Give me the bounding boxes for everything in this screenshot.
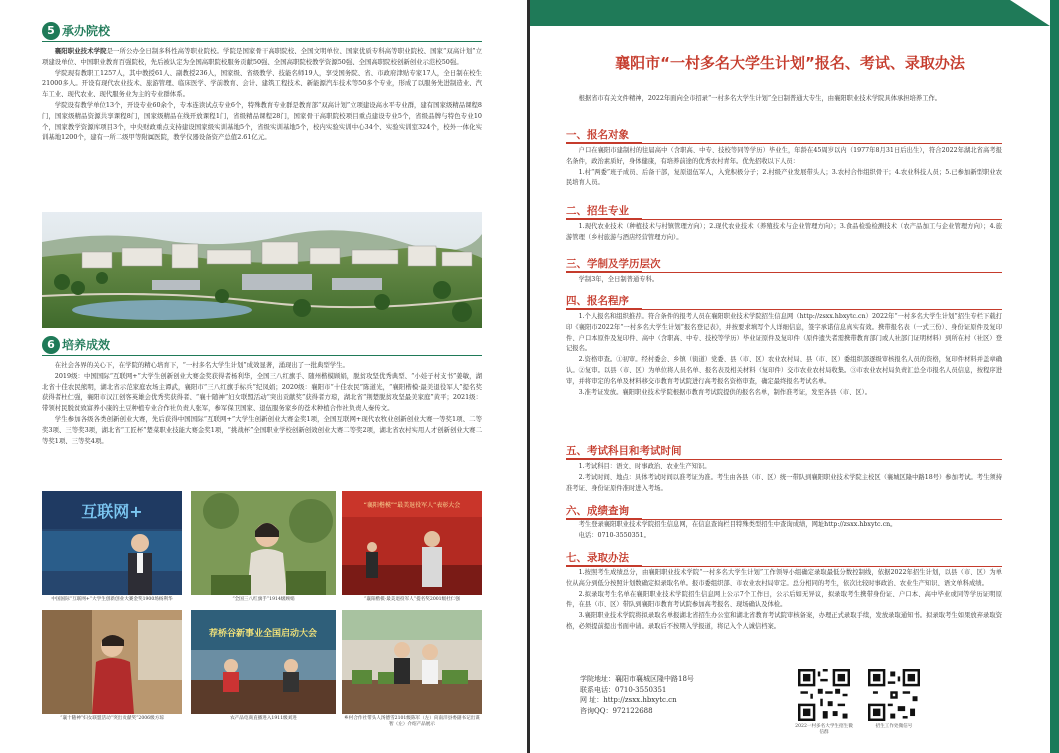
qr-code-admissions[interactable]	[868, 669, 920, 721]
photo-student-1	[42, 491, 182, 595]
banner-notch	[1010, 0, 1050, 26]
school-intro	[42, 46, 482, 143]
section-heading-5	[566, 444, 1002, 460]
section-body-4	[566, 312, 1002, 398]
photo-banner-text: 互联网+	[81, 502, 143, 521]
school-para-3: 学院设有教学单位13个，开设专业60余个，专本连读试点专业6个，特殊教育专业群是教育部“双高计划”立项建设高水平专业群，建有国家级精品课程8门，国家级精品资源共享课程8门，国家级精品在线开放课程1门，省级精品课程28门，国家骨干高职院校项目重点建设专业5个，省级品牌与特色专业10个，国家教学资源库项目3个，中央财政重点支持建设国家级实训基地5个，省级实训基地5个，校内实验实训中心34个、实验实训室324个，校外一体化实训基地1200个，建有一所二级甲等附属医院，教学仪器设备资产总值2.61亿元。	[42, 100, 482, 142]
photo-student-5	[191, 610, 336, 714]
intro-para: 根据省市有关文件精神，2022年面向全市招录“一村多名大学生计划”全日制普通大专生，由襄阳职业技术学院具体承担培养工作。	[578, 95, 942, 102]
section-heading-3	[566, 257, 1002, 273]
heading-text: 四、报名程序	[566, 295, 629, 307]
section-body-3	[566, 275, 1002, 286]
photo-banner-text: 荐桥谷新事业全国启动大会	[208, 629, 318, 639]
results-para-3: 学生参加各级各类创新创业大赛，先后获得中国国际“互联网+”大学生创新创业大赛金奖1项，全国互联网+现代农牧业创新创业大赛一等奖1项、二等奖3项、三等奖3项，湖北省“工匠杯”楚菜职业技能大赛金奖1项，“挑战杯”全国职业学校创新创效创业大赛二等奖2项，湖北省农村实用人才创新创业大赛二等奖1项、三等奖4项。	[42, 414, 482, 445]
body-para: 1.村“两委”班子成员、后备干部，复原退伍军人，入党积极分子；2.村级产业发展带头人；3.农村合作组织骨干；4.农业科技人员；5.已参加新型职业农民培育人员。	[566, 168, 1002, 187]
heading-text: 二、招生专业	[566, 205, 629, 217]
qr-code-icon	[868, 669, 920, 721]
qr-caption-wechat-group: 2022一村多名大学生招生微信群	[795, 724, 853, 735]
contact-qq: 咨询QQ：972122688	[580, 706, 653, 715]
contact-address: 学院地址：襄阳市襄城区隆中路18号	[580, 675, 694, 683]
section-heading-1	[566, 128, 1002, 144]
section-heading-7	[566, 551, 1002, 567]
heading-accent	[566, 565, 642, 567]
body-para: 3.准考证发放。襄阳职业技术学院根据市教育考试院提供的报名名单，制作准考证，发至各县（市、区）。	[578, 388, 872, 396]
body-para: 2.拟录取考生名单在襄阳职业技术学院招生信息网上公示7个工作日，公示后如无异议，拟录取考生携带身份证、户口本、高中毕业或同等学历证明原件，在县（市、区）带队到襄阳市教育考试院参加高考报名、现场确认及体检。	[566, 590, 1002, 609]
photo-caption-2: “全国三八红旗手”1914级顾娟	[232, 597, 295, 602]
body-para: 1.现代农业技术（种植技术与村镇管理方向）；2.现代农业技术（养殖技术与企业管理方向）；3.食品检验检测技术（农产品加工与企业管理方向）；4.旅游管理（乡村旅游与酒店经营管理方向）。	[566, 223, 1002, 241]
heading-text: 五、考试科目和考试时间	[566, 445, 682, 457]
left-page	[0, 0, 527, 753]
photo-illustration	[342, 491, 482, 595]
school-para-2: 学院现有教职工1257人，其中教授61人、副教授236人，国家级、省级教学、技能名师19人，享受国务院、省、市政府津贴专家17人，全日制在校生21000多人。开设有现代农业技术、旅游管理、临床医学、学前教育、会计、建筑工程技术、新能源汽车技术等50多个专业，形成了以服务先进制造业、汽车工业、现代农业、现代服务业为主的专业群体系。	[42, 68, 482, 99]
heading-accent	[566, 271, 642, 273]
photo-banner-text: “襄阳楷模”“最美退役军人”表彰大会	[363, 502, 461, 509]
qr-code-wechat-group[interactable]	[798, 669, 850, 721]
section-header-results	[42, 336, 482, 354]
heading-text: 七、录取办法	[566, 552, 629, 564]
contact-website[interactable]: 网 址：http://zsxx.hbxytc.cn	[580, 696, 677, 704]
heading-text: 一、报名对象	[566, 129, 629, 141]
photo-caption-5: 农产品电商直播进入1911级刘进	[230, 716, 297, 721]
photo-student-4	[42, 610, 182, 714]
body-para: 电话：0710-3550351。	[578, 531, 650, 539]
photo-student-6	[342, 610, 482, 714]
photo-caption-3: “襄阳楷模·最美退役军人”提名奖2001级杜仁强	[364, 597, 460, 602]
section-heading-2	[566, 204, 1002, 220]
contact-info	[580, 674, 694, 716]
section-body-5	[566, 462, 1002, 494]
photo-caption-6: 乡村合作社带头人汤德雪2101级陈军（左）向南洋县委副书记出谋智（左）介绍产品展示	[344, 716, 480, 727]
heading-text: 三、学制及学历层次	[566, 258, 661, 270]
campus-aerial-photo	[42, 212, 482, 328]
section-body-7	[566, 568, 1002, 633]
section-rule	[42, 355, 482, 356]
section-heading-4	[566, 294, 1002, 310]
intro-text	[566, 94, 1002, 105]
section-body-2	[566, 222, 1002, 244]
photo-student-3	[342, 491, 482, 595]
body-para: 2.考试时间、地点：具体考试时间以准考证为准。考生由各县（市、区）统一带队到襄阳职业技术学院主校区（襄城区隆中路18号）参加考试。考生须持准考证、身份证原件准时进入考场。	[566, 473, 1002, 492]
page-edge-accent	[1050, 0, 1059, 753]
body-para: 1.个人报名和组织推荐。符合条件的报考人员在襄阳职业技术学院招生信息网（http://zsxx.hbxytc.cn）2022年“一村多名大学生计划”招生专栏下载打印《襄阳市2022年“一村多名大学生计划”报名登记表》，并按要求填写个人详细信息，签字承诺信息真实有效。携带报名表（一式三份）、身份证原件及复印件、户口本原件及复印件、高中（含职高、中专、技校等学历）毕业证原件及复印件（原件遗失者需携带教育部门或人社部门证明材料）到所在村（社区）登记报名。	[566, 313, 1002, 353]
heading-accent	[566, 458, 642, 460]
body-para: 1.考试科目：语文、时事政治、农业生产知识。	[578, 463, 711, 470]
section-header-school	[42, 22, 482, 40]
photo-illustration	[342, 610, 482, 714]
section-title: 承办院校	[62, 24, 111, 38]
results-para-2: 2019级：中国国际“互联网+”大学生创新创业大赛金奖获得者杨利华，全国三八红旗手、随州楷模顾娟，脱贫攻坚优秀典型、“小娃子村支书”姜敏，湖北省十佳农民熊明，湖北省示范家庭农场主谭武，襄阳市“三八红旗手标兵”纪凤娟；2020级：襄阳市“十佳农民”陈道光，“襄阳楷模·最美退役军人”提名奖获得者杜仁强，襄阳市汉江创客英雄会优秀奖获得者、“襄十随神”妇女联盟活动“突出贡献奖”获得者方琼，湖北省“荆楚脱贫攻坚最美家庭”黄平；2021级：带领村民脱贫致富养小康的土豆种植专业合作社负责人张军，参军保卫国家、退伍服务家乡的苍术种植合作社负责人秦传文。	[42, 371, 482, 413]
campus-illustration	[42, 212, 482, 328]
heading-accent	[566, 142, 642, 144]
qr-code-icon	[798, 669, 850, 721]
school-para-1: 襄阳职业技术学院是一所公办全日制多科性高等职业院校。学院是国家骨干高职院校、全国文明单位、国家优质专科高等职业院校、国家“双高计划”立项建设单位、中国职业教育百强院校，先后被认定为全国高职院校服务贡献50强、全国高职院校教学资源50强、全国高职院校创新创业示范校50强。	[42, 47, 482, 66]
body-para: 考生登录襄阳职业技术学院招生信息网，在信息查询栏目特殊类型招生中查询成绩，网址http://zsxx.hbxytc.cn。	[578, 521, 897, 528]
right-page	[530, 0, 1050, 753]
qr-caption-admissions: 招生工作处微信号	[875, 724, 913, 729]
section-heading-6	[566, 504, 1002, 520]
body-para: 户口在襄阳市建制村的往届高中（含职高、中专、技校等同等学历）毕业生，年龄在45周岁以内（1977年8月31日后出生），符合2022年湖北省高考报名条件，政治素质好，身体健康，有培养前途的优秀农村青年。优先招收以下人员：	[566, 147, 1002, 165]
top-banner	[530, 0, 1050, 26]
page-title: 襄阳市“一村多名大学生计划”报名、考试、录取办法	[615, 54, 965, 72]
heading-accent	[566, 308, 642, 310]
section-number: 5	[42, 22, 60, 40]
body-para: 1.按照考生成绩总分，由襄阳职业技术学院“一村多名大学生计划”工作领导小组确定录取最低分数控制线，依据2022年招生计划，以县（市、区）为单位从高分到低分按照计划数确定拟录取名单。报市委组织部、市农业农村局审定。总分相同的考生，依次比较时事政治、农业生产知识、语文单科成绩。	[566, 569, 1002, 587]
body-para: 3.襄阳职业技术学院将拟录取名单报湖北省招生办公室和湖北省教育考试院审核备案，办理正式录取手续，发放录取通知书。拟录取考生如果放弃录取资格，必须提前提出书面申请。录取后不按期入学报道，将记入个人诚信档案。	[566, 612, 1002, 630]
heading-accent	[566, 218, 642, 220]
photo-caption-1: 中国国际“互联网+”大学生创新创业大赛金奖1900场杨利华	[51, 597, 173, 602]
section-body-1	[566, 146, 1002, 189]
school-name: 襄阳职业技术学院	[54, 47, 107, 55]
photo-illustration	[42, 610, 182, 714]
section-title: 培养成效	[62, 338, 111, 352]
results-para-1: 在社会各界的关心下，在学院的精心培育下，“一村多名大学生计划”成效显著，涌现出了一批典型学生。	[54, 361, 349, 369]
section-number: 6	[42, 336, 60, 354]
heading-text: 六、成绩查询	[566, 505, 629, 517]
photo-illustration	[191, 610, 336, 714]
photo-caption-4: “襄十随神”妇女联盟活动“突出贡献奖”2006级方琼	[60, 716, 164, 721]
section-rule	[42, 41, 482, 42]
body-para: 2.资格审查。①初审。经村委会、乡镇（街道）党委、县（市、区）农业农村局、县（市、区）委组织部逐级审核报名人员的资格，复印件材料并盖章确认。②复审。以县（市、区）为单位将人员名单、报名表及相关材料（复印件）交市农业农村局收集。③市农业农村局负责汇总全市报名人员信息，按程序进审，并将审定的名单及材料移交市教育考试院进行高考报名资格审查，确定最终报名考试名单。	[566, 356, 1002, 385]
photo-student-2	[191, 491, 336, 595]
results-text	[42, 360, 482, 446]
photo-illustration	[42, 491, 182, 595]
contact-phone: 联系电话：0710-3550351	[580, 685, 667, 694]
body-para: 学制3年，全日制普通专科。	[578, 276, 659, 283]
photo-illustration	[191, 491, 336, 595]
section-body-6	[566, 520, 1002, 542]
